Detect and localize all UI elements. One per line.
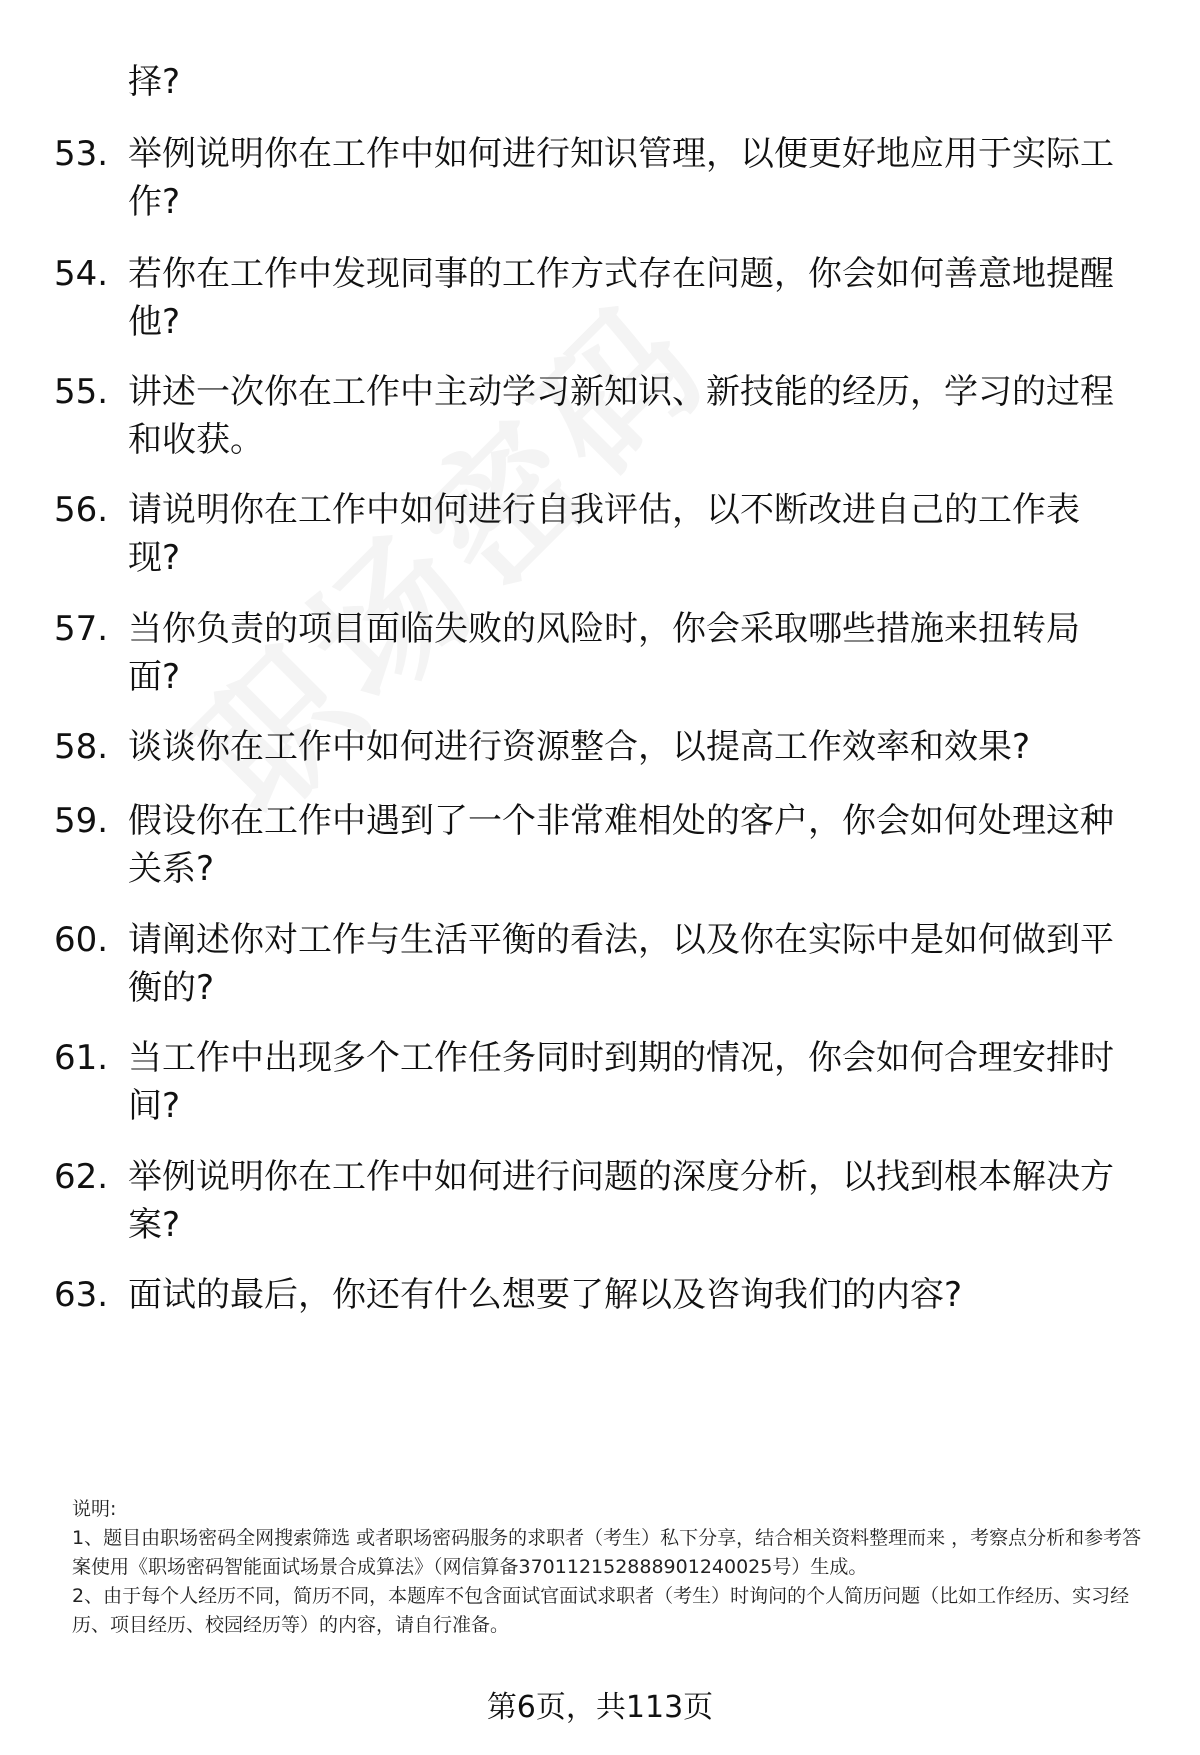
question-text: 假设你在工作中遇到了一个非常难相处的客户，你会如何处理这种关系?: [128, 801, 1114, 889]
question-number: 62.: [54, 1157, 109, 1197]
question-item: [54, 1271, 1154, 1319]
question-item: [54, 250, 1154, 346]
question-number: 59.: [54, 801, 109, 841]
question-item: [54, 486, 1154, 582]
question-number: 60.: [54, 920, 109, 960]
question-text: 请说明你在工作中如何进行自我评估，以不断改进自己的工作表现?: [128, 490, 1080, 578]
question-text: 举例说明你在工作中如何进行知识管理，以便更好地应用于实际工作?: [128, 134, 1114, 222]
question-number: 53.: [54, 134, 109, 174]
question-number: 55.: [54, 372, 109, 412]
notes-section: [72, 1495, 1142, 1640]
question-number: 57.: [54, 609, 109, 649]
question-text: 举例说明你在工作中如何进行问题的深度分析，以找到根本解决方案?: [128, 1157, 1114, 1245]
question-item: [54, 723, 1154, 771]
question-text: 当你负责的项目面临失败的风险时，你会采取哪些措施来扭转局面?: [128, 609, 1080, 697]
leading-question-fragment: [54, 58, 1154, 106]
question-text: 请阐述你对工作与生活平衡的看法，以及你在实际中是如何做到平衡的?: [128, 920, 1114, 1008]
question-item: [54, 368, 1154, 464]
question-text: 讲述一次你在工作中主动学习新知识、新技能的经历，学习的过程和收获。: [128, 372, 1114, 460]
question-item: [54, 1153, 1154, 1249]
question-text: 面试的最后，你还有什么想要了解以及咨询我们的内容?: [128, 1275, 963, 1315]
question-text: 当工作中出现多个工作任务同时到期的情况，你会如何合理安排时间?: [128, 1038, 1114, 1126]
question-item: [54, 1034, 1154, 1130]
fragment-text: 择?: [128, 62, 181, 102]
page-number-label: 第6页，共113页: [486, 1690, 714, 1725]
question-item: [54, 797, 1154, 893]
notes-item-2: 2、由于每个人经历不同，简历不同，本题库不包含面试官面试求职者（考生）时询问的个人简历问题（比如工作经历、实习经历、项目经历、校园经历等）的内容，请自行准备。: [72, 1585, 1130, 1636]
question-number: 61.: [54, 1038, 109, 1078]
notes-heading: 说明:: [72, 1498, 117, 1520]
question-number: 63.: [54, 1275, 109, 1315]
page-footer: [0, 1688, 1200, 1728]
question-text: 谈谈你在工作中如何进行资源整合，以提高工作效率和效果?: [128, 727, 1031, 767]
question-number: 56.: [54, 490, 109, 530]
question-item: [54, 916, 1154, 1012]
notes-item-1: 1、题目由职场密码全网搜索筛选 或者职场密码服务的求职者（考生）私下分享，结合相关资料整理而来 ，考察点分析和参考答案使用《职场密码智能面试场景合成算法》（网信算备370112152888901240025号）生成。: [72, 1527, 1142, 1578]
question-item: [54, 130, 1154, 226]
question-number: 54.: [54, 254, 109, 294]
question-number: 58.: [54, 727, 109, 767]
question-text: 若你在工作中发现同事的工作方式存在问题，你会如何善意地提醒他?: [128, 254, 1114, 342]
question-item: [54, 605, 1154, 701]
